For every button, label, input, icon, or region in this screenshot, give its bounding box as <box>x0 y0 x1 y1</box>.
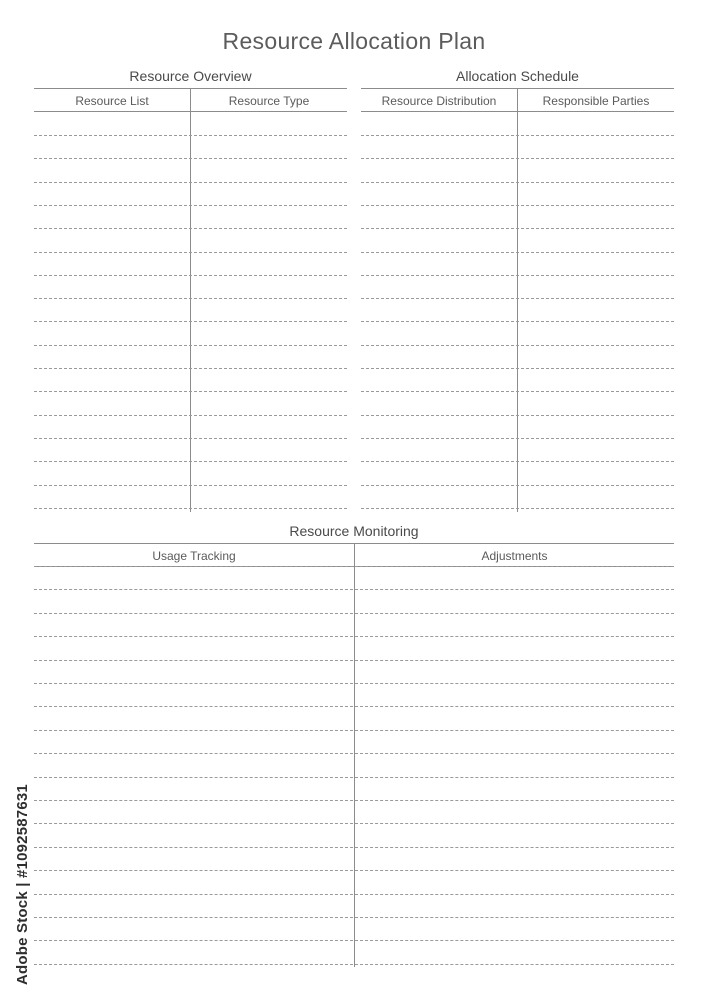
ruled-line <box>361 182 674 183</box>
resource-monitoring-section <box>34 521 674 969</box>
ruled-line <box>34 485 347 486</box>
resource-overview-section <box>34 66 347 514</box>
ruled-line <box>34 917 674 918</box>
column-header-responsible-parties: Responsible Parties <box>542 94 650 108</box>
ruled-line <box>34 777 674 778</box>
resource-monitoring-title: Resource Monitoring <box>289 523 419 539</box>
column-header-resource-list: Resource List <box>75 94 149 108</box>
ruled-line <box>34 205 347 206</box>
ruled-line <box>361 368 674 369</box>
ruled-line <box>34 275 347 276</box>
ruled-line <box>361 158 674 159</box>
ruled-line <box>34 800 674 801</box>
ruled-line <box>361 275 674 276</box>
ruled-line <box>34 823 674 824</box>
ruled-line <box>34 940 674 941</box>
ruled-line <box>361 345 674 346</box>
ruled-line <box>34 252 347 253</box>
ruled-line <box>361 252 674 253</box>
ruled-line <box>34 847 674 848</box>
ruled-line <box>34 706 674 707</box>
resource-overview-table <box>34 88 347 512</box>
column-divider <box>517 88 518 512</box>
ruled-line <box>34 158 347 159</box>
ruled-line <box>361 508 674 509</box>
ruled-line <box>34 438 347 439</box>
stock-watermark: Adobe Stock | #1092587631 <box>14 784 31 985</box>
page-title: Resource Allocation Plan <box>222 28 486 54</box>
column-divider <box>354 543 355 967</box>
allocation-schedule-title: Allocation Schedule <box>456 68 579 84</box>
ruled-line <box>34 683 674 684</box>
ruled-line <box>361 438 674 439</box>
ruled-line <box>34 870 674 871</box>
ruled-line <box>34 894 674 895</box>
resource-overview-title: Resource Overview <box>129 68 252 84</box>
ruled-line <box>34 182 347 183</box>
ruled-line <box>361 135 674 136</box>
allocation-schedule-section <box>361 66 674 514</box>
ruled-line <box>34 636 674 637</box>
ruled-line <box>361 298 674 299</box>
ruled-line <box>34 415 347 416</box>
ruled-line <box>34 228 347 229</box>
ruled-line <box>34 613 674 614</box>
ruled-line <box>34 964 674 965</box>
ruled-line <box>34 461 347 462</box>
column-header-adjustments: Adjustments <box>481 549 548 563</box>
resource-monitoring-table <box>34 543 674 967</box>
ruled-line <box>34 566 674 567</box>
ruled-line <box>34 368 347 369</box>
ruled-line <box>361 415 674 416</box>
column-header-resource-type: Resource Type <box>228 94 310 108</box>
ruled-line <box>361 321 674 322</box>
column-header-resource-distribution: Resource Distribution <box>381 94 497 108</box>
ruled-line <box>361 205 674 206</box>
ruled-line <box>361 485 674 486</box>
allocation-schedule-table <box>361 88 674 512</box>
ruled-line <box>34 508 347 509</box>
ruled-line <box>34 753 674 754</box>
ruled-line <box>361 391 674 392</box>
ruled-line <box>34 298 347 299</box>
ruled-line <box>34 730 674 731</box>
column-divider <box>190 88 191 512</box>
ruled-line <box>361 461 674 462</box>
ruled-line <box>34 391 347 392</box>
ruled-line <box>361 228 674 229</box>
ruled-line <box>34 660 674 661</box>
ruled-line <box>34 345 347 346</box>
ruled-line <box>34 321 347 322</box>
column-header-usage-tracking: Usage Tracking <box>152 549 236 563</box>
ruled-line <box>34 589 674 590</box>
ruled-line <box>34 135 347 136</box>
